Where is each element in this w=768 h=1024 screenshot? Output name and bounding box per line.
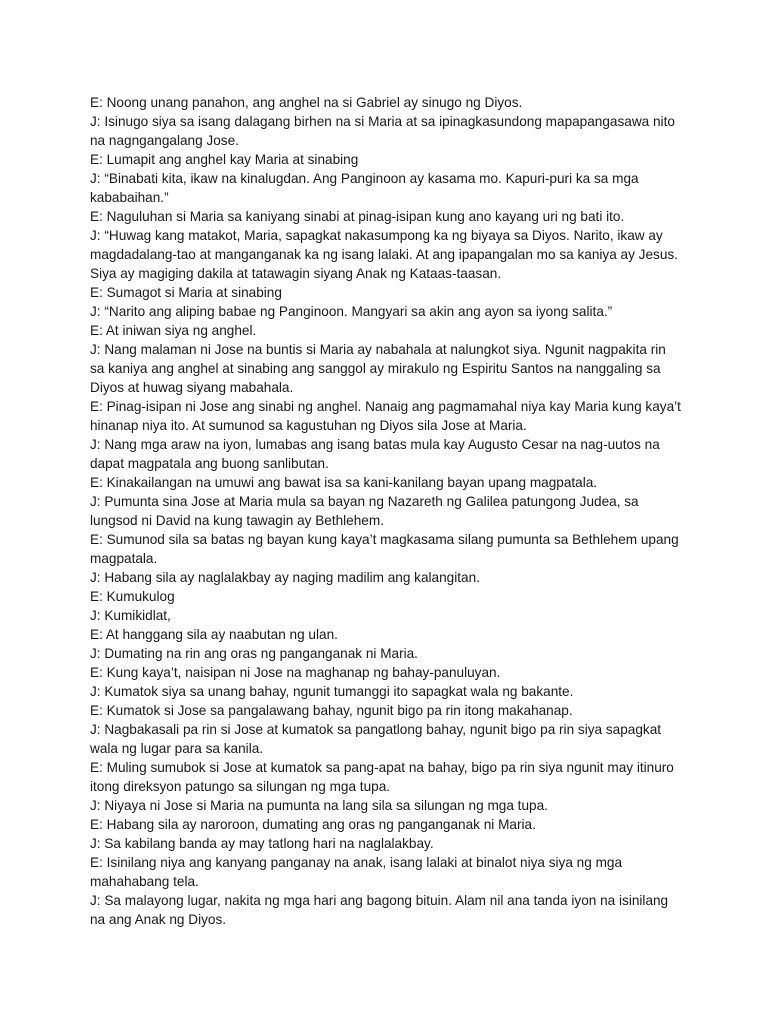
text-line: E: Kinakailangan na umuwi ang bawat isa sa kani-kanilang bayan upang magpatala.	[90, 475, 598, 490]
text-line: J: “Narito ang aliping babae ng Panginoon. Mangyari sa akin ang ayon sa iyong salita.”	[90, 304, 613, 319]
text-line: J: Nang malaman ni Jose na buntis si Maria ay nabahala at nalungkot siya. Ngunit nagpakita rin	[90, 342, 666, 357]
text-line: dapat magpatala ang buong sanlibutan.	[90, 456, 329, 471]
text-line: hinanap niya ito. At sumunod sa kagustuhan ng Diyos sila Jose at Maria.	[90, 418, 527, 433]
text-line: E: Muling sumubok si Jose at kumatok sa pang-apat na bahay, bigo pa rin siya ngunit may itinuro	[90, 760, 674, 775]
text-line: lungsod ni David na kung tawagin ay Bethlehem.	[90, 513, 384, 528]
text-line: J: “Huwag kang matakot, Maria, sapagkat nakasumpong ka ng biyaya sa Diyos. Narito, ikaw ay	[90, 228, 663, 243]
text-line: magpatala.	[90, 551, 158, 566]
text-line: E: Noong unang panahon, ang anghel na si Gabriel ay sinugo ng Diyos.	[90, 95, 523, 110]
text-line: E: Kung kaya’t, naisipan ni Jose na maghanap ng bahay-panuluyan.	[90, 665, 501, 680]
text-line: E: At iniwan siya ng anghel.	[90, 323, 257, 338]
text-line: J: Habang sila ay naglalakbay ay naging madilim ang kalangitan.	[90, 570, 480, 585]
document-body	[90, 93, 690, 929]
text-line: E: Kumatok si Jose sa pangalawang bahay, ngunit bigo pa rin itong makahanap.	[90, 703, 573, 718]
text-line: E: Naguluhan si Maria sa kaniyang sinabi at pinag-isipan kung ano kayang uri ng bati ito.	[90, 209, 625, 224]
text-line: J: Niyaya ni Jose si Maria na pumunta na lang sila sa silungan ng mga tupa.	[90, 798, 548, 813]
text-line: E: At hanggang sila ay naabutan ng ulan.	[90, 627, 338, 642]
text-line: wala ng lugar para sa kanila.	[90, 741, 264, 756]
text-line: J: Dumating na rin ang oras ng panganganak ni Maria.	[90, 646, 418, 661]
text-line: Siya ay magiging dakila at tatawagin siyang Anak ng Kataas-taasan.	[90, 266, 502, 281]
text-line: na ang Anak ng Diyos.	[90, 912, 227, 927]
text-line: Diyos at huwag siyang mabahala.	[90, 380, 294, 395]
text-line: E: Habang sila ay naroroon, dumating ang oras ng panganganak ni Maria.	[90, 817, 536, 832]
text-line: magdadalang-tao at manganganak ka ng isang lalaki. At ang ipapangalan mo sa kaniya ay Jesus.	[90, 247, 678, 262]
text-line: J: Kumatok siya sa unang bahay, ngunit tumanggi ito sapagkat wala ng bakante.	[90, 684, 574, 699]
text-line: E: Kumukulog	[90, 589, 175, 604]
text-line: itong direksyon patungo sa silungan ng mga tupa.	[90, 779, 391, 794]
text-line: mahahabang tela.	[90, 874, 199, 889]
text-line: E: Lumapit ang anghel kay Maria at sinabing	[90, 152, 359, 167]
text-line: E: Sumunod sila sa batas ng bayan kung kaya’t magkasama silang pumunta sa Bethlehem upang	[90, 532, 679, 547]
text-line: E: Pinag-isipan ni Jose ang sinabi ng anghel. Nanaig ang pagmamahal niya kay Maria kung kaya’t	[90, 399, 681, 414]
text-line: J: “Binabati kita, ikaw na kinalugdan. Ang Panginoon ay kasama mo. Kapuri-puri ka sa mga	[90, 171, 639, 186]
text-line: J: Isinugo siya sa isang dalagang birhen na si Maria at sa ipinagkasundong mapapangasawa nito	[90, 114, 675, 129]
text-line: J: Pumunta sina Jose at Maria mula sa bayan ng Nazareth ng Galilea patungong Judea, sa	[90, 494, 639, 509]
text-line: J: Sa kabilang banda ay may tatlong hari na naglalakbay.	[90, 836, 434, 851]
text-line: kababaihan.”	[90, 190, 169, 205]
text-line: E: Isinilang niya ang kanyang panganay na anak, isang lalaki at binalot niya siya ng mga	[90, 855, 623, 870]
text-line: J: Nagbakasali pa rin si Jose at kumatok sa pangatlong bahay, ngunit bigo pa rin siya sapagkat	[90, 722, 662, 737]
text-line: J: Nang mga araw na iyon, lumabas ang isang batas mula kay Augusto Cesar na nag-uutos na	[90, 437, 660, 452]
text-line: J: Kumikidlat,	[90, 608, 171, 623]
text-line: J: Sa malayong lugar, nakita ng mga hari ang bagong bituin. Alam nil ana tanda iyon na isinilang	[90, 893, 669, 908]
text-line: E: Sumagot si Maria at sinabing	[90, 285, 282, 300]
text-line: sa kaniya ang anghel at sinabing ang sanggol ay mirakulo ng Espiritu Santos na nanggaling sa	[90, 361, 661, 376]
text-line: na nagngangalang Jose.	[90, 133, 239, 148]
